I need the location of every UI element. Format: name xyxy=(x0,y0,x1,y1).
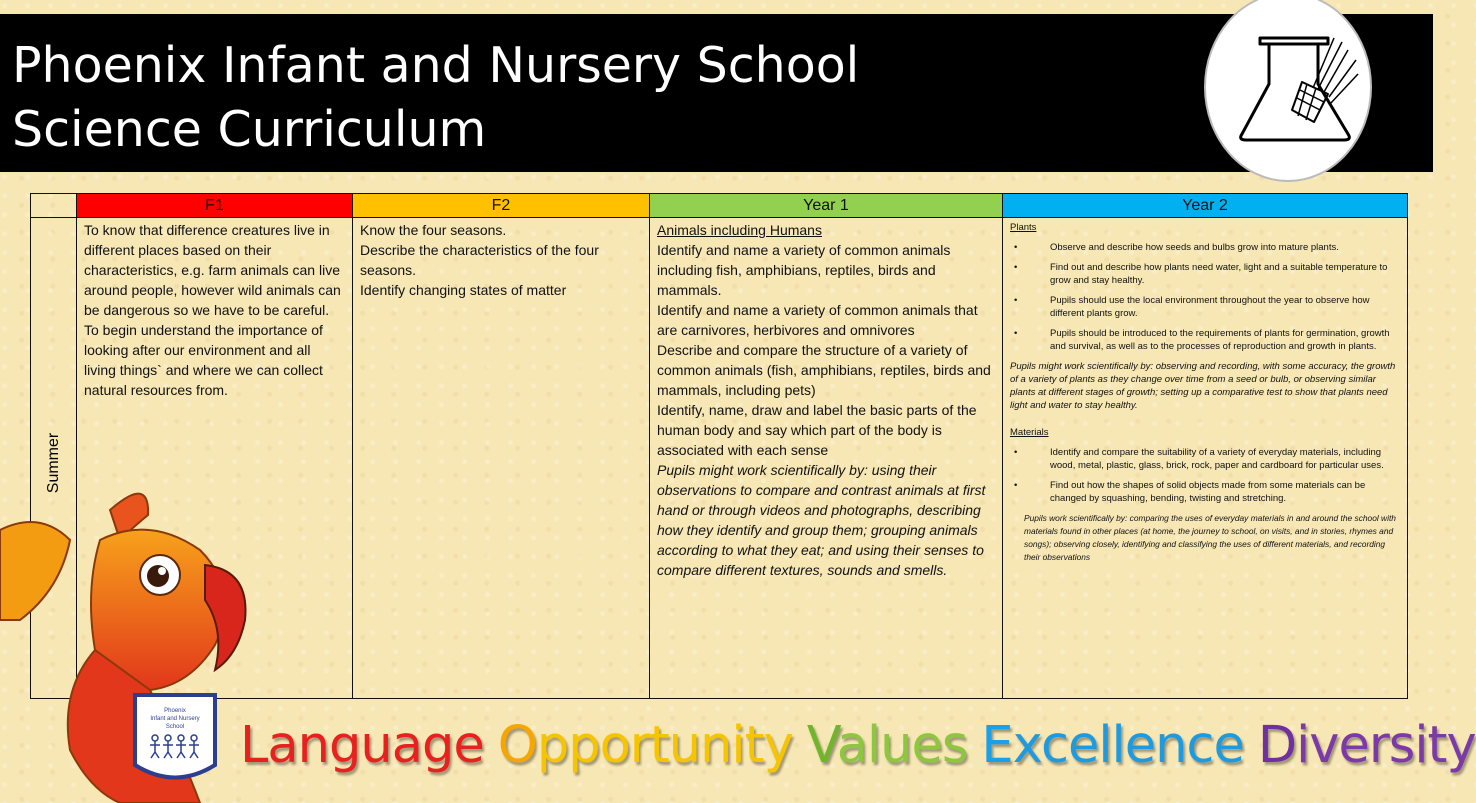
plants-item: • Find out and describe how plants need water, light and a suitable temperature to grow and stay healthy. xyxy=(1010,261,1400,287)
value-initial: D xyxy=(1257,716,1297,775)
corner-cell xyxy=(31,194,77,218)
year2-cell xyxy=(1003,218,1408,699)
page-subtitle: Science Curriculum xyxy=(12,101,487,158)
f1-text: To know that difference creatures live in different places based on their characteristics, e.g. farm animals can live around people, however wild animals can be dangerous so we have to be careful. xyxy=(84,222,341,318)
value-rest: pportunity xyxy=(536,716,793,775)
year1-item: Identify, name, draw and label the basic parts of the human body and say which part of the body is associated with each sense xyxy=(657,402,977,458)
school-logo xyxy=(135,695,215,778)
page-title: Phoenix Infant and Nursery School xyxy=(12,37,860,94)
phoenix-mascot-icon xyxy=(0,470,260,803)
materials-item: • Find out how the shapes of solid objects made from some materials can be changed by squashing, bending, twisting and stretching. xyxy=(1010,479,1400,505)
value-word xyxy=(981,716,1243,775)
flask-icon xyxy=(1204,0,1372,182)
column-header-f2: F2 xyxy=(353,194,650,218)
table-header-row xyxy=(31,194,1408,218)
year1-heading: Animals including Humans xyxy=(657,222,822,238)
year1-working-scientifically: Pupils might work scientifically by: using their observations to compare and contrast animals at first hand or through videos and photographs, describing how they identify and group them; grouping animals according to what they eat; and using their senses to compare different textures, sounds and smells. xyxy=(657,462,986,578)
year1-item: Identify and name a variety of common animals including fish, amphibians, reptiles, birds and mammals. xyxy=(657,242,951,298)
f2-text: Know the four seasons. xyxy=(360,222,507,238)
materials-working-scientifically: Pupils work scientifically by: comparing the uses of everyday materials in and around the school with materials found in other places (at home, the journey to school, on visits, and in stories, rhymes and songs); observing closely, identifying and classifying the uses of different materials, and recording their observations xyxy=(1024,513,1396,562)
year1-cell xyxy=(650,218,1003,699)
logo-text: School xyxy=(165,724,185,730)
season-label: Summer xyxy=(44,432,62,494)
plants-item: • Pupils should be introduced to the requirements of plants for germination, growth and survival, as well as to the processes of reproduction and growth in plants. xyxy=(1010,327,1400,353)
plants-item: • Pupils should use the local environment throughout the year to observe how different plants grow. xyxy=(1010,294,1400,320)
f2-cell xyxy=(353,218,650,699)
plants-working-scientifically: Pupils might work scientifically by: observing and recording, with some accuracy, the growth of a variety of plants as they change over time from a seed or bulb, or observing similar plants at different stages of growth; setting up a comparative test to show that plants need light and water to stay healthy. xyxy=(1010,361,1396,411)
value-word xyxy=(807,716,968,775)
plants-item: • Observe and describe how seeds and bulbs grow into mature plants. xyxy=(1010,241,1400,254)
logo-text: Phoenix xyxy=(164,708,186,714)
value-rest: xcellence xyxy=(1012,716,1244,775)
f2-text: Identify changing states of matter xyxy=(360,282,567,298)
year1-item: Identify and name a variety of common animals that are carnivores, herbivores and omnivores xyxy=(657,302,978,338)
value-rest: iversity xyxy=(1296,716,1476,775)
materials-heading: Materials xyxy=(1010,427,1049,438)
f1-text: To begin understand the importance of looking after our environment and all living things` and where we can collect natural resources from. xyxy=(84,322,323,398)
value-initial: O xyxy=(497,716,537,775)
column-header-year1: Year 1 xyxy=(650,194,1003,218)
value-word xyxy=(1258,716,1476,775)
value-word xyxy=(240,716,484,775)
value-rest: anguage xyxy=(267,716,484,775)
column-header-f1: F1 xyxy=(77,194,353,218)
column-header-year2: Year 2 xyxy=(1003,194,1408,218)
value-initial: E xyxy=(981,716,1013,775)
plants-heading: Plants xyxy=(1010,222,1037,233)
materials-item: • Identify and compare the suitability of a variety of everyday materials, including wood, metal, plastic, glass, brick, rock, paper and cardboard for particular uses. xyxy=(1010,446,1400,472)
school-values-motto xyxy=(240,716,1476,776)
value-rest: alues xyxy=(836,716,968,775)
f2-text: Describe the characteristics of the four seasons. xyxy=(360,242,599,278)
value-word xyxy=(498,716,793,775)
value-initial: V xyxy=(806,716,837,775)
value-initial: L xyxy=(240,716,268,775)
year1-item: Describe and compare the structure of a variety of common animals (fish, amphibians, reptiles, birds and mammals, including pets) xyxy=(657,342,991,398)
logo-text: Infant and Nursery xyxy=(150,716,200,722)
